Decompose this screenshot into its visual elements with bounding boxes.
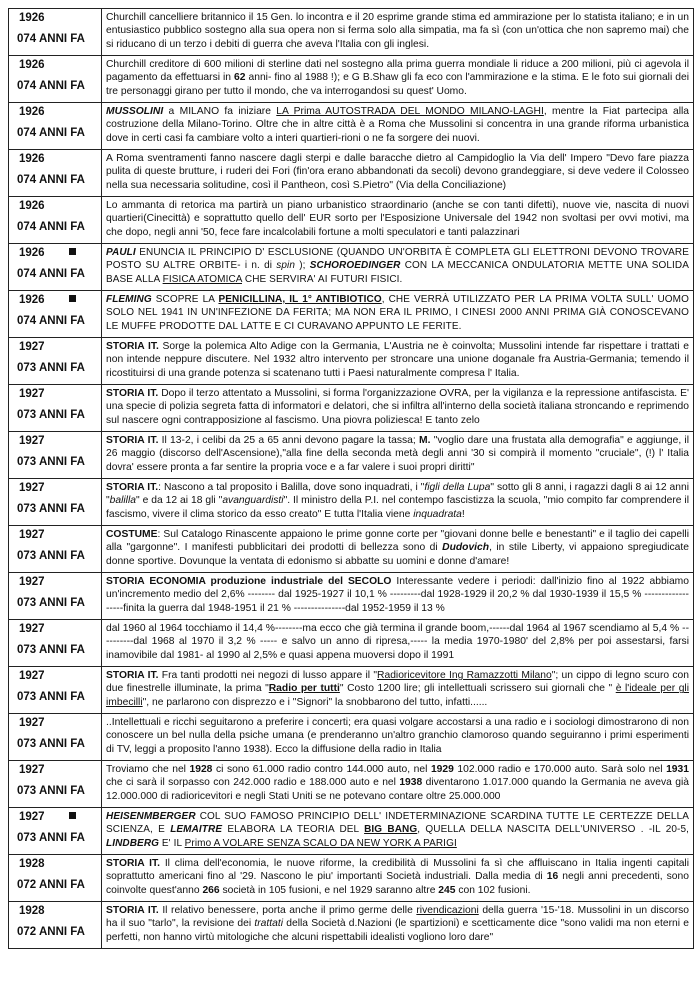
timeline-rows [9,9,694,949]
text-segment: LINDBERG [106,837,160,849]
years-ago-label: 074 ANNI FA [17,268,85,280]
timeline-row [9,244,694,291]
square-bullet-icon [69,295,76,302]
timeline-row [9,855,694,902]
date-cell [9,103,102,150]
date-cell [9,338,102,385]
entry-text [102,291,694,338]
text-segment: " Costo 1200 lire; gli intellettuali scrissero sui giornali che " [339,683,616,695]
text-segment: Lo ammanta di retorica ma partirà un piano urbanistico straordinario (anche se con tanti difetti), nuove vie, nascita di nuovi quartieri(Cinecittà) e soprattutto quello dell' EUR sorto per l'Esposizione Universale del 1942 non svoltasi per ovvi motivi, ma che dopo, negli anni '50, fece fare incalcolabili fortune a molti speculatori e tanti palazzinari [106,200,689,238]
text-segment: " e da 12 ai 18 gli " [136,495,223,507]
entry-text [102,479,694,526]
years-ago-label: 074 ANNI FA [17,33,85,45]
entry-text [102,808,694,855]
timeline-row [9,9,694,56]
text-segment: Primo A VOLARE SENZA SCALO DA NEW YORK A PARIGI [184,837,457,849]
date-cell [9,808,102,855]
text-segment: a MILANO fa iniziare [163,106,277,117]
date-cell [9,197,102,244]
timeline-row [9,385,694,432]
date-cell [9,620,102,667]
text-segment: ", ne parlarono con disprezzo e i "Signori" la snobbarono del tutto, infatti...... [142,696,488,708]
text-segment: negli anni precedenti, sono coinvolte quest'anno [106,871,689,896]
text-segment: , mentre la Fiat partecipa alla costruzione della Milano-Torino. Oltre che in altre città è a Roma che Mussolini si concentra in una grande riforma urbanistica dove in certi casi fa cambiare volto a interi quartieri-rioni o ne fa sorgere dei nuovi. [106,106,689,144]
entry-text [102,761,694,808]
year-label: 1927 [19,811,45,823]
text-segment: Interessante vedere i periodi: dall'inizio fino al 1922 abbiamo un'incremento medio del 2,6% -------- dal 1925-1927 il 10,1 % ---------dal 1928-1929 il 20,2 % dal 1930-1939 il 15,5 % ------------------finita la guerra dal 1948-1951 il 21 % ---------------dal 1952-1959 il 13 % [106,576,689,614]
text-segment: LA Prima AUTOSTRADA DEL MONDO MILANO-LAGHI [276,106,544,117]
year-label: 1926 [19,200,45,212]
timeline-row [9,291,694,338]
year-label: 1927 [19,341,45,353]
square-bullet-icon [69,248,76,255]
entry-text [102,902,694,949]
entry-text [102,714,694,761]
text-segment: Fra tanti prodotti nei negozi di lusso appare il " [158,670,378,681]
year-label: 1926 [19,153,45,165]
text-segment: inquadrata [413,508,462,520]
text-segment: Dopo il terzo attentato a Mussolini, si forma l'organizzazione OVRA, per la vigilanza e la repressione antifascista. E' una specie di polizia segreta fatta di informatori e delatori, che si infiltra all'interno della società italiana stroncando e reprimendo sul nascere ogni contrapposizione al fascismo. Una piovra poliziesca! E tanto zelo [106,388,690,426]
text-segment: SCHOROEDINGER [309,260,401,272]
text-segment: "; un cippo di legno scuro con due finestrelle illuminate, la prima " [106,670,690,695]
text-segment: Churchill creditore di 600 milioni di sterline dati nel sostegno alla prima guerra mondiale li riduce a 200 milioni, più ci agevola il pagamento da effettuarsi in [106,59,689,84]
text-segment: STORIA IT. [106,905,159,916]
entry-text [102,667,694,714]
year-label: 1927 [19,576,45,588]
text-segment: è l'ideale per gli imbecilli [106,683,689,708]
text-segment: "voglio dare una frustata alla demografia" e aggiunge, il 26 maggio (discorso dell'Ascensione),"alla fine della seconda metà degli anni '30 si compirà il momento "cruciale", (!) l' Italia dovra' essere pronta a far sentire la propria voce e a far valere i suoi propri diritti" [106,435,689,473]
date-cell [9,291,102,338]
entry-text [102,338,694,385]
years-ago-label: 073 ANNI FA [17,644,85,656]
year-label: 1926 [19,294,45,306]
year-line [13,293,97,308]
timeline-row [9,761,694,808]
years-ago-label: 073 ANNI FA [17,456,85,468]
text-segment: BIG BANG [364,824,418,836]
text-segment: FLEMING [106,294,152,305]
text-segment: Il 13-2, i celibi da 25 a 65 anni devono pagare la tassa; [158,435,419,446]
text-segment: STORIA IT. [106,388,159,399]
date-cell [9,573,102,620]
text-segment: società in 105 fusioni, e nel 1929 saranno altre [219,884,439,896]
year-label: 1927 [19,717,45,729]
years-ago-label: 072 ANNI FA [17,879,85,891]
text-segment: Radio per tutti [268,683,340,695]
text-segment: : Nascono a tal proposito i Balilla, dove sono inquadrati, i " [158,482,425,493]
text-segment: 1931 [666,764,689,775]
text-segment: 102.000 radio e 170.000 auto. Sarà solo nel [453,764,667,775]
date-cell [9,714,102,761]
years-ago-label: 073 ANNI FA [17,409,85,421]
text-segment: 1928 [189,764,213,775]
text-segment: balilla [109,495,136,507]
entry-text [102,150,694,197]
years-ago-label: 074 ANNI FA [17,80,85,92]
year-label: 1926 [19,59,45,71]
year-label: 1927 [19,764,45,776]
text-segment: : Sul Catalogo Rinascente appaiono le prime gonne corte per "giovani donne belle e benestanti" e il taglio dei capelli alla "gargonne". I manifesti pubblicitari dei prodotti di bellezza sono di [106,529,689,554]
text-segment: Dudovich [442,542,490,554]
text-segment: ELABORA LA TEORIA DEL [222,824,365,836]
entry-text [102,9,694,56]
year-label: 1926 [19,12,45,24]
year-label: 1926 [19,106,45,118]
entry-text [102,620,694,667]
date-cell [9,385,102,432]
text-segment: Troviamo che nel [106,764,190,775]
years-ago-label: 072 ANNI FA [17,926,85,938]
date-cell [9,56,102,103]
text-segment: della guerra '15-'18. Mussolini in un discorso ha il suo "tarlo", la revisione dei [106,905,690,930]
text-segment: Il clima dell'economia, le nuove riforme, la credibilità di Mussolini fa sì che affluiscano in Italia ingenti capitali soprattutto americani fino al '29. Nascono le piu' importanti Società industriali. Dalla media di [106,858,690,883]
text-segment: COSTUME [106,529,158,540]
year-label: 1927 [19,482,45,494]
text-segment: ci sono 61.000 radio contro 144.000 auto, nel [212,764,431,775]
text-segment: 1929 [430,764,454,775]
text-segment: COL SUO FAMOSO PRINCIPIO DELL' INDETERMINAZIONE SCARDINA TUTTE LE CERTEZZE DELLA SCIENZA, E [106,811,689,836]
timeline-row [9,56,694,103]
text-segment: , CHE VERRÀ UTILIZZATO PER LA PRIMA VOLTA SULL' UOMO SOLO NEL 1941 IN UN'INFEZIONE DA FERITA; MA NON ERA IL PRIMO, I CINESI 2000 ANNI PRIMA GIÀ CONOSCEVANO LE MUFFE PRODOTTE DAL LATTE E CI CURAVANO APPUNTO LE FERITE. [106,294,689,332]
year-label: 1926 [19,247,45,259]
entry-text [102,573,694,620]
text-segment: con 102 fusioni. [455,884,531,896]
text-segment: ENUNCIA IL PRINCIPIO D' ESCLUSIONE (QUANDO UN'ORBITA È COMPLETA GLI ELETTRONI DEVONO TROVARE POSTO SU ALTRE ORBITE- i n. di [106,247,689,272]
years-ago-label: 073 ANNI FA [17,738,85,750]
year-label: 1927 [19,623,45,635]
years-ago-label: 073 ANNI FA [17,832,85,844]
years-ago-label: 073 ANNI FA [17,362,85,374]
years-ago-label: 073 ANNI FA [17,503,85,515]
text-segment: STORIA IT. [106,670,159,681]
date-cell [9,244,102,291]
entry-text [102,197,694,244]
date-cell [9,667,102,714]
date-cell [9,150,102,197]
years-ago-label: 073 ANNI FA [17,597,85,609]
text-segment: STORIA IT. [106,341,159,352]
entry-text [102,385,694,432]
years-ago-label: 074 ANNI FA [17,127,85,139]
entry-text [102,244,694,291]
text-segment: PENICILLINA, IL 1° ANTIBIOTICO [218,294,382,305]
entry-text [102,855,694,902]
year-label: 1927 [19,388,45,400]
text-segment: " sotto gli 8 anni, i ragazzi dagli 8 ai 12 anni " [106,482,690,507]
text-segment: dal 1960 al 1964 tocchiamo il 14,4 %--------ma ecco che già termina il grande boom,------dal 1964 al 1967 scendiamo al 5,4 % ----------dal 1968 al 1970 il 3,2 % ----- e salvo un anno di ripresa,----- la media 1970-1980' del 2,8% per poi assestarsi, farsi inamovibile dal 1981- al 1990 al 2,5% e quasi appena muoversi dopo il 1991 [106,623,689,661]
years-ago-label: 073 ANNI FA [17,550,85,562]
text-segment: STORIA IT. [106,858,161,869]
years-ago-label: 073 ANNI FA [17,691,85,703]
timeline-row [9,808,694,855]
entry-text [102,56,694,103]
text-segment: Sorge la polemica Alto Adige con la Germania, L'Austria ne è coinvolta; Mussolini intende far rispettare i trattati e non intende neppure discutere. Nel 1932 altro intervento per stroncare una unione doganale fra Austria-Germania; temendo il ricostituirsi di una grande potenza si scatenano tutti i Paesi naturalmente compresa l' Italia. [106,341,689,379]
year-label: 1927 [19,435,45,447]
text-segment: 266 [202,884,220,896]
text-segment: Radioricevitore Ing Ramazzotti Milano [377,670,552,681]
timeline-row [9,902,694,949]
text-segment: ..Intellettuali e ricchi seguitarono a preferire i concerti; era quasi volgare accostarsi a una radio e i sociologi dimostrarono di non conoscere un bel nulla della psiche umana (e prenderanno un'altro granchio clamoroso quando seguiranno i primi esperimenti di TV, leggi a proposito l'anno 1938). Ecco la diffusione della radio in Italia [106,717,689,755]
date-cell [9,479,102,526]
text-segment: SCOPRE LA [151,294,219,305]
years-ago-label: 074 ANNI FA [17,315,85,327]
timeline-row [9,667,694,714]
text-segment: 1938 [399,777,423,789]
text-segment: ); [295,260,310,272]
text-segment: ! [461,508,465,520]
year-line [13,810,97,825]
text-segment: Il relativo benessere, porta anche il primo germe delle [158,905,417,916]
timeline-row [9,197,694,244]
date-cell [9,432,102,479]
document-page [8,8,694,949]
year-label: 1927 [19,670,45,682]
square-bullet-icon [69,812,76,819]
timeline-row [9,526,694,573]
text-segment: che ci sarà il sorpasso con 242.000 radio e 188.000 auto e nel [106,777,400,789]
text-segment: PAULI [106,247,136,258]
text-segment: FISICA ATOMICA [162,273,242,285]
text-segment: STORIA IT. [106,435,159,446]
text-segment: MUSSOLINI [106,106,164,117]
text-segment: HEISENMBERGER [106,811,196,822]
text-segment: M. [419,435,431,446]
text-segment: spin [276,260,296,272]
date-cell [9,902,102,949]
date-cell [9,761,102,808]
text-segment: figli della Lupa [424,482,491,493]
text-segment: E' IL [159,837,185,849]
text-segment: Churchill cancelliere britannico il 15 Gen. lo incontra e il 20 esprime grande stima ed ammirazione per lo statista italiano; e in un entusiastico pubblico sostegno alla sua opera non si ferma solo alla simpatia, ma fa sì (con un'ottica che non sapremo mai) che si riducano di un terzo i debiti di guerra che aveva l'Italia con gli inglesi. [106,12,689,50]
year-label: 1927 [19,529,45,541]
text-segment: della Società d.Nazioni (le spartizioni) e scetticamente dice "sono validi ma non eterni e perfetti, non hanno virtù mitologiche che alcuni rispettabili idealisti vogliono loro dare" [106,918,689,943]
text-segment: diventarono 1.017.000 quando la Germania ne aveva già 12.000.000 di radioricevitori e negli Stati Uniti se ne potevano contare oltre 25.000.000 [106,777,690,802]
entry-text [102,526,694,573]
text-segment: , in stile Liberty, vi appaiono spregiudicate donne sportive. Dovunque la ventata di edonismo si abbatte su uomini e donne d'amare! [106,542,689,567]
text-segment: STORIA ECONOMIA produzione industriale del SECOLO [106,576,392,587]
text-segment: 16 [546,871,559,883]
timeline-row [9,338,694,385]
timeline-row [9,573,694,620]
entry-text [102,432,694,479]
text-segment: avanguardisti [222,495,284,507]
text-segment: ". Il ministro della P.I. nel contempo fascistizza la scuola, "mio compito far comprendere il fascismo, vivere il clima storico da esso creato" E tutta l'Italia viene [106,495,689,520]
timeline-row [9,103,694,150]
text-segment: trattati [254,918,284,930]
timeline-row [9,150,694,197]
text-segment: STORIA IT. [106,482,159,493]
year-label: 1928 [19,905,45,917]
text-segment: A Roma sventramenti fanno nascere dagli sterpi e dalle baracche dietro al Campidoglio la Via dell' Impero "Devo fare piazza pulita di queste brutture, i ruderi dei Fori (fin'ora erano abbandonati da secoli) devono grandeggiare, si deve vedere il Colosseo nella sua necessaria solitudine, così il Pantheon, così S.Pietro" (Via della Conciliazione) [106,153,689,191]
timeline-row [9,432,694,479]
text-segment: CON LA MECCANICA ONDULATORIA METTE UNA SOLIDA BASE ALLA [106,260,689,285]
timeline-table [8,8,694,949]
text-segment: , QUELLA DELLA NASCITA DELL'UNIVERSO . -IL 20-5, [417,824,689,836]
text-segment: anni- fino al 1988 !); e G B.Shaw gli fa eco con l'ammirazione e la stima. E le foto sui giornali dei tre personaggi girano per tutto il mondo, che va interrogandosi su quest' Uomo. [106,72,689,97]
timeline-row [9,479,694,526]
text-segment: 62 [234,72,246,84]
date-cell [9,855,102,902]
text-segment: rivendicazioni [416,905,479,916]
date-cell [9,9,102,56]
entry-text [102,103,694,150]
date-cell [9,526,102,573]
text-segment: LEMAITRE [170,824,223,836]
text-segment: 245 [438,884,456,896]
timeline-row [9,620,694,667]
timeline-row [9,714,694,761]
year-label: 1928 [19,858,45,870]
years-ago-label: 074 ANNI FA [17,174,85,186]
years-ago-label: 074 ANNI FA [17,221,85,233]
years-ago-label: 073 ANNI FA [17,785,85,797]
year-line [13,246,97,261]
text-segment: CHE SERVIRA' AI FUTURI FISICI. [242,273,403,285]
